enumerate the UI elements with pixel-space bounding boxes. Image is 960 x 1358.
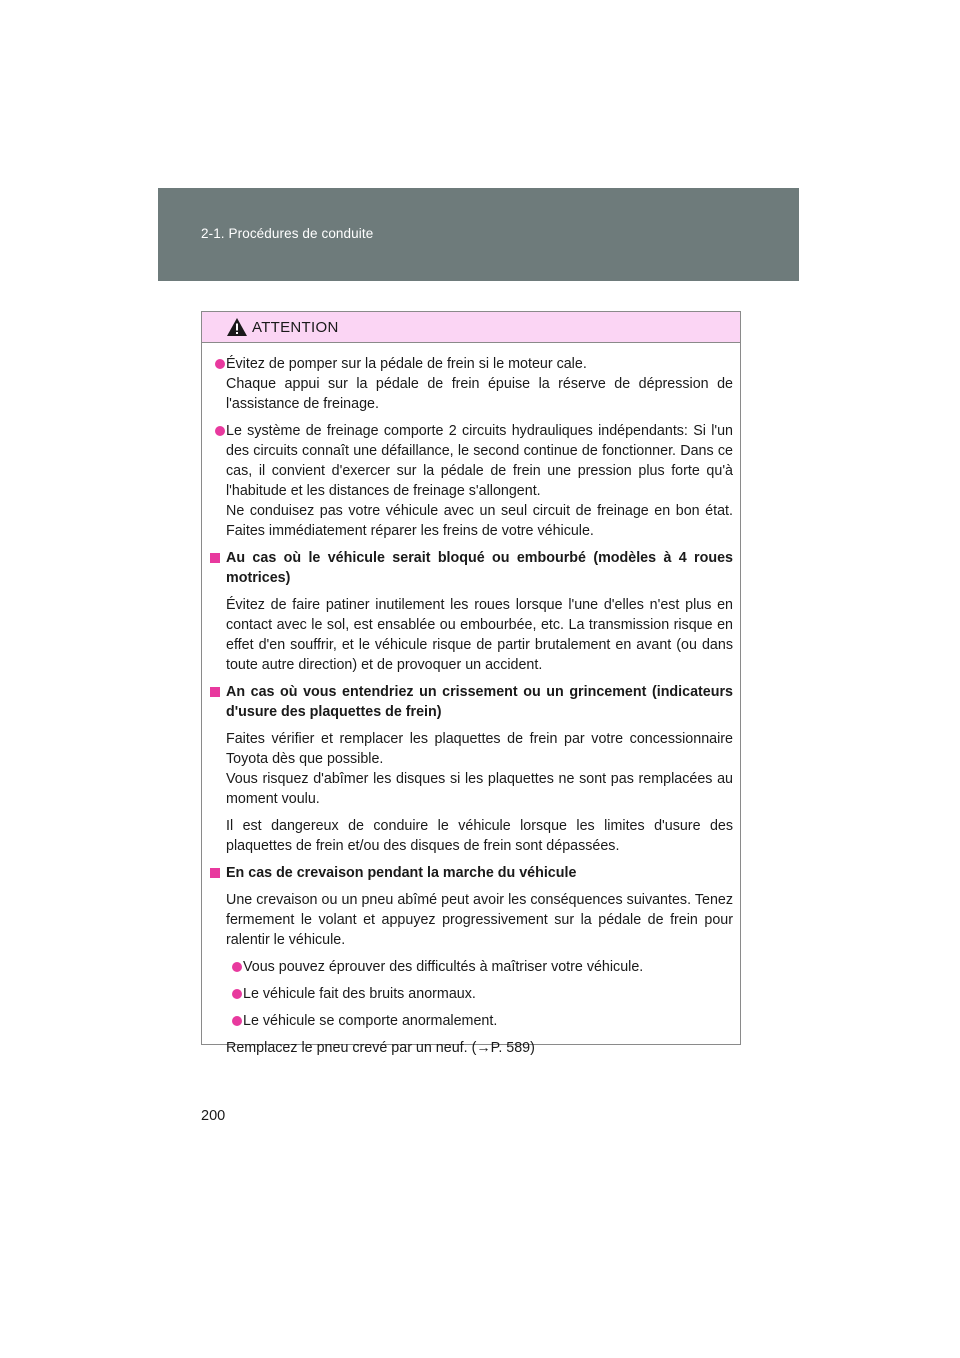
bullet-dot-icon [232, 1016, 242, 1026]
warning-box [201, 311, 741, 1056]
section-square-icon [210, 553, 220, 563]
section-paragraph: Une crevaison ou un pneu abîmé peut avoir les conséquences suivantes. Tenez fermement le volant et appuyez progressivement sur la pédale de frein pour ralentir le véhicule. [226, 892, 733, 948]
page-number: 200 [201, 1108, 226, 1124]
page-reference: Remplacez le pneu crevé par un neuf. (→P. 589) [226, 1040, 535, 1056]
warning-bullet [209, 421, 733, 541]
section-square-icon [210, 687, 220, 697]
list-item [209, 957, 733, 977]
bullet-dot-icon [232, 962, 242, 972]
bullet-dot-icon [215, 426, 225, 436]
warning-body [202, 343, 740, 1058]
section-title: En cas de crevaison pendant la marche du véhicule [226, 865, 577, 881]
section-paragraph [209, 729, 733, 809]
list-item [209, 1011, 733, 1031]
bullet-text: Le système de freinage comporte 2 circuits hydrauliques indépendants: Si l'un des circuits connaît une défaillance, le second continue de fonctionner. Dans ce cas, il convient d'exercer sur la pédale de frein une pression plus forte qu'à l'habitude et les distances de freinage s'allongent. [226, 423, 733, 499]
paragraph-line: Vous risquez d'abîmer les disques si les plaquettes ne sont pas remplacées au moment voulu. [226, 771, 733, 807]
bullet-text: Ne conduisez pas votre véhicule avec un seul circuit de freinage en bon état. Faites immédiatement réparer les freins de votre véhicule. [226, 503, 733, 539]
section-title: An cas où vous entendriez un crissement ou un grincement (indicateurs d'usure des plaquettes de frein) [226, 684, 733, 720]
section-heading [209, 863, 733, 883]
warning-bullet [209, 354, 733, 414]
bullet-text: Le véhicule se comporte anormalement. [243, 1013, 498, 1029]
section-square-icon [210, 868, 220, 878]
bullet-dot-icon [215, 359, 225, 369]
section-paragraph: Il est dangereux de conduire le véhicule lorsque les limites d'usure des plaquettes de frein et/ou des disques de frein sont dépassées. [226, 818, 733, 854]
bullet-text: Vous pouvez éprouver des difficultés à maîtriser votre véhicule. [243, 959, 644, 975]
paragraph-line: Faites vérifier et remplacer les plaquettes de frein par votre concessionnaire Toyota dès que possible. [226, 731, 733, 767]
section-heading [209, 682, 733, 722]
section-title: Au cas où le véhicule serait bloqué ou embourbé (modèles à 4 roues motrices) [226, 550, 733, 586]
warning-header [202, 312, 740, 343]
section-heading [209, 548, 733, 588]
bullet-text: Le véhicule fait des bruits anormaux. [243, 986, 476, 1002]
bullet-dot-icon [232, 989, 242, 999]
section-header: 2-1. Procédures de conduite [201, 226, 374, 241]
list-item [209, 984, 733, 1004]
bullet-text: Chaque appui sur la pédale de frein épuise la réserve de dépression de l'assistance de freinage. [226, 376, 733, 412]
warning-title: ATTENTION [252, 318, 339, 336]
bullet-text: Évitez de pomper sur la pédale de frein si le moteur cale. [226, 356, 587, 372]
warning-triangle-icon [226, 317, 248, 337]
section-paragraph: Évitez de faire patiner inutilement les roues lorsque l'une d'elles n'est plus en contact avec le sol, est ensablée ou embourbée, etc. La transmission risque en effet d'en souffrir, et le véhicule risque de partir brutalement en avant (ou dans toute autre direction) et de provoquer un accident. [226, 597, 733, 673]
